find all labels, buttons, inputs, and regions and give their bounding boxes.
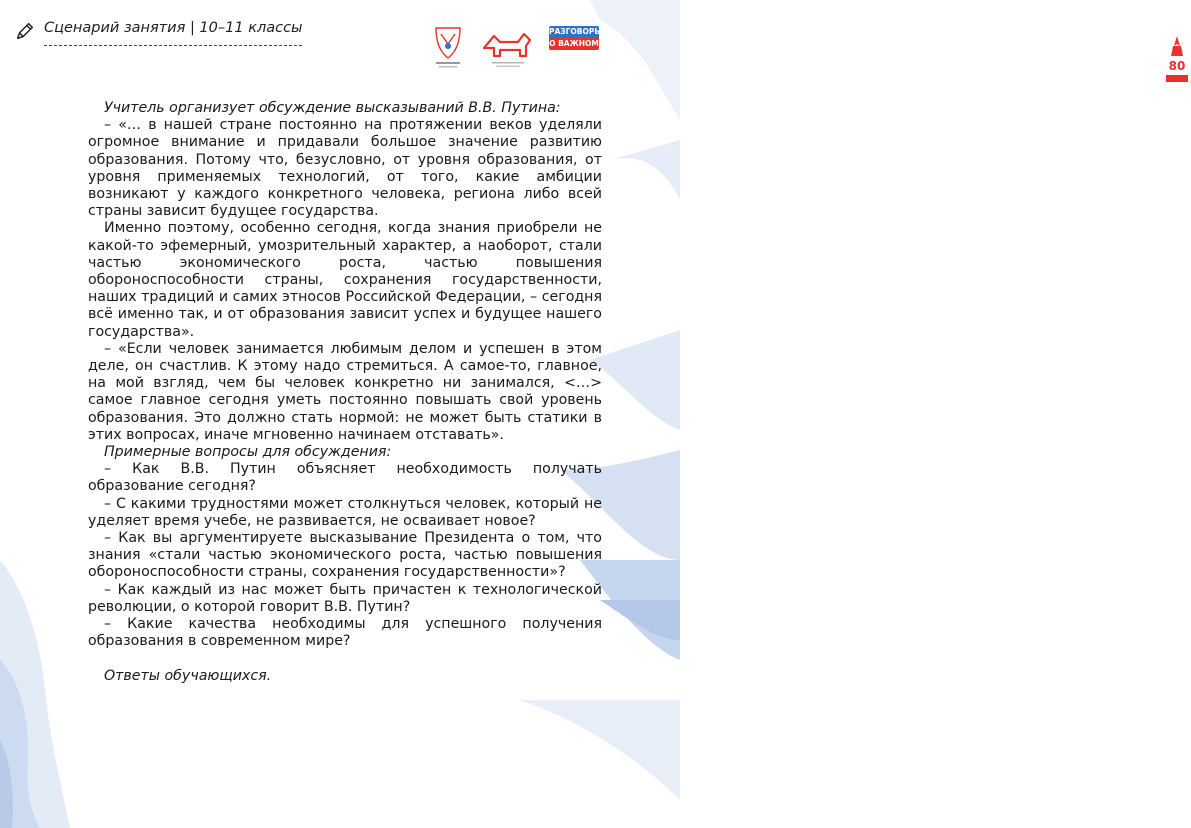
svg-text:80: 80 [1168,59,1186,73]
ministry-emblem-icon [430,22,466,72]
spacer [88,651,602,668]
student-answers: Ответы обучающихся. [104,667,272,684]
institute-horse-icon [478,26,538,70]
question-5: – Какие качества необходимы для успешного получения образования в современном мире? [88,616,602,650]
teacher-instruction: Учитель организует обсуждение высказываний В.В. Путина: [104,100,561,116]
razgovory-line1: РАЗГОВОРЫ [549,27,603,36]
question-3: – Как вы аргументируете высказывание Президента о том, что знания «стали частью экономического роста, частью повышения обороноспособности страны, сохранения государственности»? [88,530,602,581]
question-1: – Как В.В. Путин объясняет необходимость получать образование сегодня? [88,461,602,495]
question-4: – Как каждый из нас может быть причастен к технологической революции, о которой говорит В.В. Путин? [88,581,602,615]
questions-heading: Примерные вопросы для обсуждения: [104,444,392,461]
victory-80-icon [1163,34,1191,86]
quote-paragraph-2: Именно поэтому, особенно сегодня, когда знания приобрели не какой-то эфемерный, умозрительный характер, а наоборот, стали частью экономического роста, частью повышения обороноспособности страны, сохранения государственности, наших традиций и самих этносов Российской Федерации, – сегодня всё именно так, и от образования зависит успех и будущее нашего государства». [88,220,602,340]
question-2: – С какими трудностями может столкнуться человек, который не уделяет время учебе, не развивается, не осваивает новое? [88,495,602,529]
lesson-text [88,100,602,685]
razgovory-line2: О ВАЖНОМ [549,39,599,48]
razgovory-o-vazhnom-logo [549,26,1186,73]
quote-paragraph-3: – «Если человек занимается любимым делом и успешен в этом деле, он счастлив. К этому надо стремиться. А самое-то, главное, на мой взгляд, чем бы человек конкретно ни занимался, <…> самое главное сегодня уметь постоянно повышать свой уровень образования. Это должно стать нормой: не может быть статики в этих вопросах, иначе мгновенно начинаем отставать». [88,340,602,443]
logo-strip [0,14,1186,74]
page-title: Сценарий занятия | 10–11 классы [44,20,303,36]
quote-paragraph-1: – «… в нашей стране постоянно на протяжении веков уделяли огромное внимание и придавали большое значение развитию образования. Потому что, безусловно, от уровня образования, от уровня применяемых технологий, от того, какие амбиции возникают у каждого конкретного человека, региона либо всей страны зависит будущее государства. [88,117,602,220]
